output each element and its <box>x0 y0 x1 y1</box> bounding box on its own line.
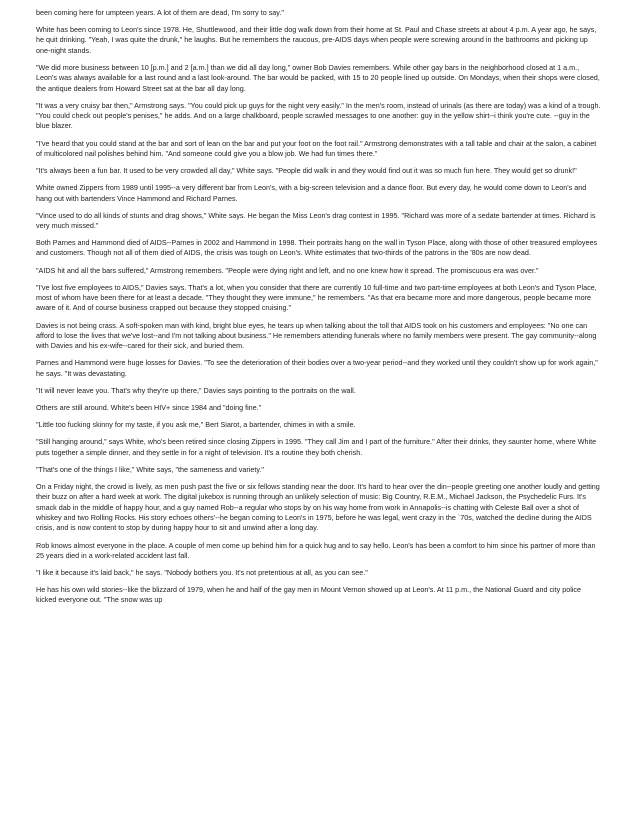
article-paragraph: Rob knows almost everyone in the place. A couple of men come up behind him for a quick hug and to say hello. Leon's has been a comfort to him since his partner of more than 25 years died in a work-related accident last fall. <box>36 540 596 560</box>
article-paragraph: "I like it because it's laid back," he says. "Nobody bothers you. It's not pretentious at all, as you can see." <box>36 567 368 577</box>
article-paragraph: "AIDS hit and all the bars suffered," Armstrong remembers. "People were dying right and left, and no one knew how it spread. The promiscuous era was over." <box>36 265 539 275</box>
article-paragraph: "We did more business between 10 [p.m.] and 2 [a.m.] than we did all day long," owner Bob Davies remembers. While other gay bars in the neighborhood closed at 1 a.m., Leon's was always available for a last round and a last look-around. The bar would be packed, with 15 to 20 people lined up outside. On Mondays, when their shops were closed, the antique dealers from Howard Street sat at the bar all day long. <box>36 62 600 93</box>
article-paragraph: "It's always been a fun bar. It used to be very crowded all day," White says. "People did walk in and they would find out it was so much fun here. They would get so drunk!" <box>36 166 577 176</box>
article-paragraph: On a Friday night, the crowd is lively, as men push past the five or six fellows standing near the door. It's hard to hear over the din--people greeting one another loudly and getting their buzz on after a hard week at work. The digital jukebox is running through an unlikely selection of music: Big Country, R.E.M., Michael Jackson, the Psychedelic Furs. It's smack dab in the middle of happy hour, and a guy named Rob--a regular who stops by on his way home from work in Annapolis--is chatting with Celeste Ball over a shot of whiskey and two Rolling Rocks. His story echoes others'--he began coming to Leon's in 1975, before he was legal, went crazy in the `70s, watched the decline during the AIDS crisis, and is now content to stop by during happy hour to sit and unwind after a long day. <box>36 482 600 533</box>
article-paragraph: White has been coming to Leon's since 1978. He, Shuttlewood, and their little dog walk down from their home at St. Paul and Chase streets at about 4 p.m. A year ago, he says, he quit drinking. "Yeah, I was quite the drunk," he laughs. But he remembers the raucous, pre-AIDS days when people were screwing around in the bathrooms and picking up one-night stands. <box>36 25 597 55</box>
article-paragraph: "That's one of the things I like," White says, "the sameness and variety." <box>36 464 264 474</box>
article-paragraph: Both Parnes and Hammond died of AIDS--Parnes in 2002 and Hammond in 1998. Their portraits hang on the wall in Tyson Place, along with those of other treasured employees and customers. Though not all of them died of AIDS, the crisis was tough on Leon's. White estimates that two-thirds of the patrons in the '80s are now dead. <box>36 238 598 258</box>
article-paragraph: He has his own wild stories--like the blizzard of 1979, when he and half of the gay men in Mount Vernon showed up at Leon's. At 11 p.m., the National Guard and city police kicked everyone out. "The snow was up <box>36 585 582 605</box>
article-paragraph: Others are still around. White's been HIV+ since 1984 and "doing fine." <box>36 403 262 413</box>
article-paragraph: "Little too fucking skinny for my taste, if you ask me," Bert Siarot, a bartender, chimes in with a smile. <box>36 420 356 430</box>
article-paragraph: Davies is not being crass. A soft-spoken man with kind, bright blue eyes, he tears up when talking about the toll that AIDS took on his customers and employees: "No one can afford to lose the lives that we've lost--and I'm not talking about business." He remembers attending funerals where no family members were present. The gay community--along with Davies and his ex-wife--cared for their sick, and buried them. <box>36 320 597 351</box>
article-paragraph: White owned Zippers from 1989 until 1995--a very different bar from Leon's, with a big-screen television and a dance floor. But every day, he would come down to Leon's and hang out with bartenders Vince Hammond and Richard Parnes. <box>36 183 587 203</box>
article-paragraph: "It was a very cruisy bar then," Armstrong says. "You could pick up guys for the night very easily." In the men's room, instead of urinals (as there are today) was a kind of a trough. "You could check out people's penises," he adds. And on a large chalkboard, people scrawled messages to one another: guy in the yellow shirt--i think you're cute. --guy in the blue blazer. <box>36 100 601 131</box>
article-paragraph: been coming here for umpteen years. A lot of them are dead, I'm sorry to say." <box>36 8 284 17</box>
article-paragraph: "I've heard that you could stand at the bar and sort of lean on the bar and put your foot on the foot rail." Armstrong demonstrates with a tall table and chair at the salon, a cabinet of multicolored nail polishes behind him. "And someone could give you a blow job. We had fun times there." <box>36 138 597 158</box>
article-paragraph: "Vince used to do all kinds of stunts and drag shows," White says. He began the Miss Leon's drag contest in 1995. "Richard was more of a sedate bartender at times. Richard is very much missed." <box>36 210 596 230</box>
article-paragraph: "Still hanging around," says White, who's been retired since closing Zippers in 1995. "They call Jim and I part of the furniture." After their drinks, they saunter home, where White puts together a simple dinner, and they settle in for a night of television. It's a routine they both cherish. <box>36 437 597 457</box>
article-page <box>36 8 602 613</box>
article-paragraph: "It will never leave you. That's why they're up there," Davies says pointing to the portraits on the wall. <box>36 385 356 395</box>
article-paragraph: Parnes and Hammond were huge losses for Davies. "To see the deterioration of their bodies over a two-year period--and they worked until they couldn't show up for work again," he says. "It was devastating. <box>36 358 598 378</box>
article-paragraph: "I've lost five employees to AIDS," Davies says. That's a lot, when you consider that there are currently 10 full-time and two part-time employees at both Leon's and Tyson Place, most of whom have been there for at least a decade. "They thought they were immune," he remembers. "As that era became more and more dangerous, people became more aware of it. And of course business crapped out because they stopped cruising." <box>36 282 597 313</box>
